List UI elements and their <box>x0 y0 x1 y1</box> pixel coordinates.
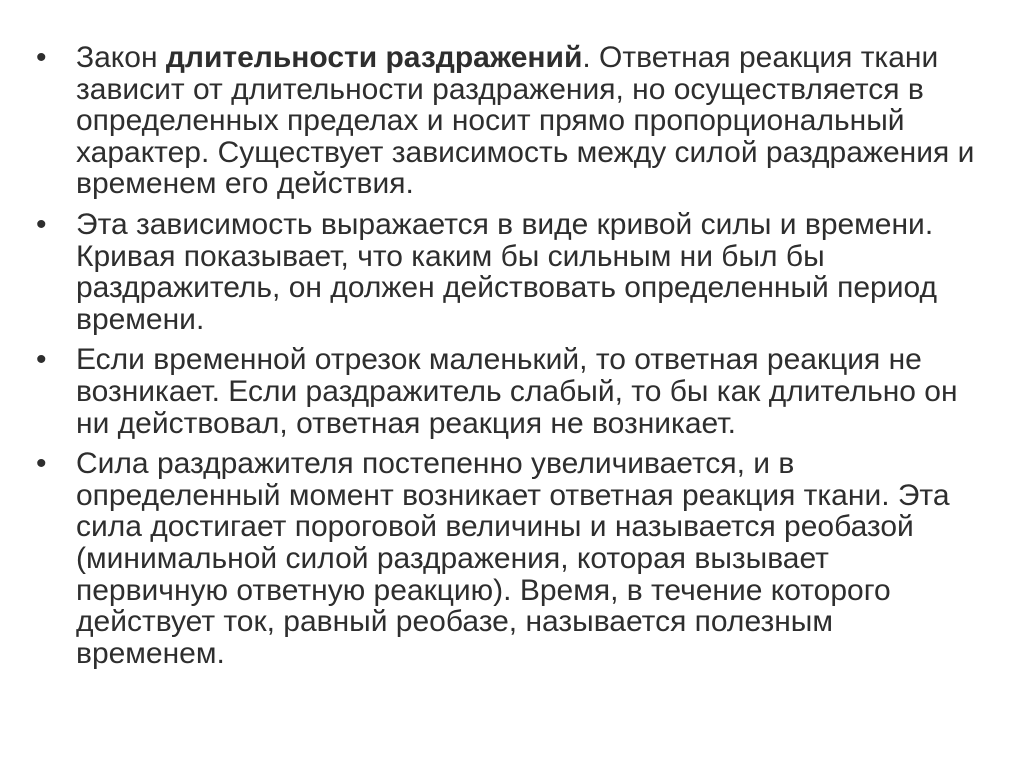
bullet-item-rheobase <box>36 448 986 669</box>
bullet-item-short-interval <box>36 344 986 439</box>
bullet-text: Эта зависимость выражается в виде кривой силы и времени. Кривая показывает, что каким бы сильным ни был бы раздражитель, он должен действовать определенный период времени. <box>76 207 938 336</box>
bullet-marker: • <box>36 447 47 481</box>
bullet-marker: • <box>36 207 47 241</box>
bullet-marker: • <box>36 343 47 377</box>
bullet-text-bold-term: длительности раздражений <box>165 41 583 74</box>
bullet-text-body: . Ответная реакция ткани зависит от длительности раздражения, но осуществляется в определенных пределах и носит прямо пропорциональный характер. Существует зависимость между силой раздражения и временем его действия. <box>76 41 975 201</box>
bullet-text: Сила раздражителя постепенно увеличивается, и в определенный момент возникает ответная реакция ткани. Эта сила достигает пороговой величины и называется реобазой (минимальной силой раздражения, которая вызывает первичную ответную реакцию). Время, в течение которого действует ток, равный реобазе, называется полезным временем. <box>76 447 950 670</box>
bullet-text: Если временной отрезок маленький, то ответная реакция не возникает. Если раздражитель слабый, то бы как длительно он ни действовал, ответная реакция не возникает. <box>76 343 958 440</box>
bullet-text <box>76 42 986 200</box>
bullet-marker: • <box>36 41 47 74</box>
bullet-text-prefix: Закон <box>76 41 166 74</box>
bullet-item-curve <box>36 209 986 335</box>
bullet-item-law-duration <box>36 42 986 200</box>
bullet-list <box>36 42 986 678</box>
